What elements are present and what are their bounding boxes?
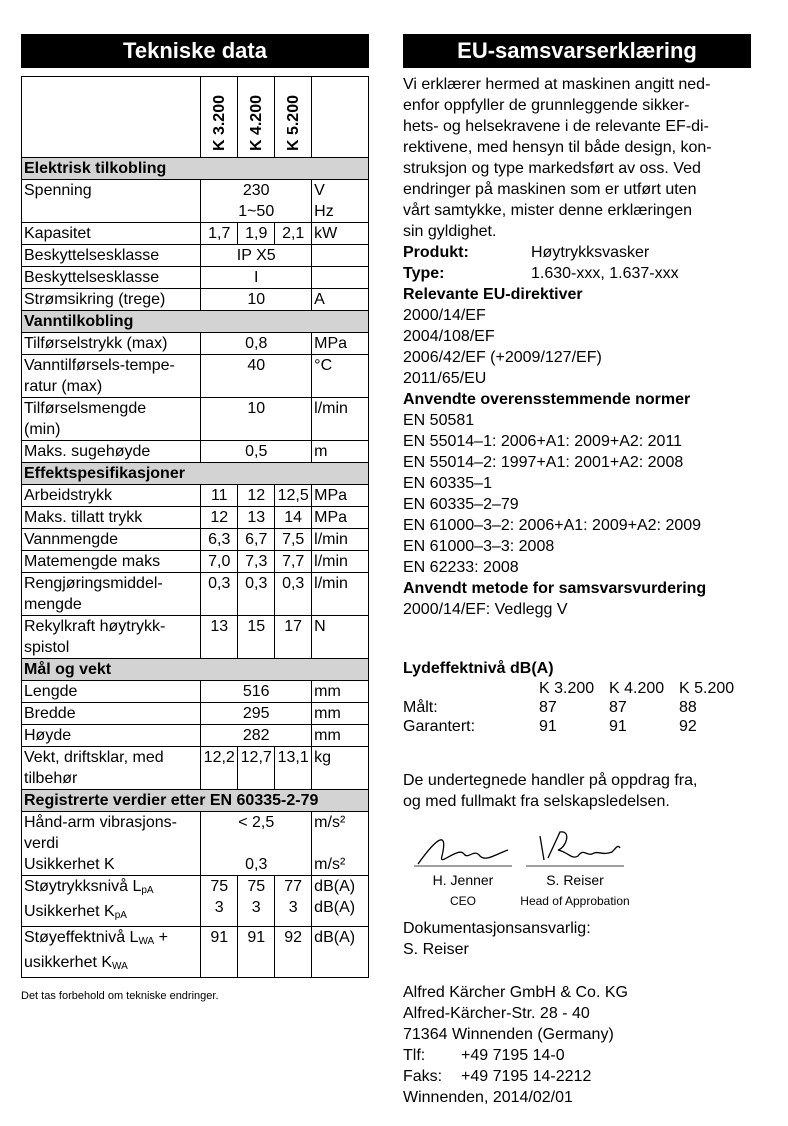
- directive-item: 2006/42/EF (+2009/127/EF): [403, 349, 602, 366]
- handwritten-signature-icon: [408, 826, 518, 870]
- table-row: Arbeidstrykk 11 12 12,5 MPa: [22, 485, 369, 507]
- table-row: Spenning 230 1~50 V Hz: [22, 180, 369, 223]
- eu-declaration-title: EU-samsvarserklæring: [403, 34, 751, 68]
- technical-data-table: [21, 76, 369, 978]
- model-header: K 3.200: [210, 94, 228, 151]
- model-header: K 5.200: [284, 94, 302, 151]
- norm-item: EN 61000–3–2: 2006+A1: 2009+A2: 2009: [403, 517, 702, 534]
- table-row: Tilførselstrykk (max) 0,8 MPa: [22, 333, 369, 355]
- table-row: Høyde 282 mm: [22, 725, 369, 747]
- norm-item: EN 50581: [403, 412, 475, 429]
- norm-item: EN 60335–2–79: [403, 496, 519, 513]
- table-row: Strømsikring (trege) 10 A: [22, 289, 369, 311]
- product-line: Produkt: Høytrykksvasker: [403, 244, 650, 261]
- norm-item: EN 62233: 2008: [403, 559, 519, 576]
- norm-item: EN 55014–2: 1997+A1: 2001+A2: 2008: [403, 454, 684, 471]
- table-row: Bredde 295 mm: [22, 703, 369, 725]
- directive-item: 2000/14/EF: [403, 307, 486, 324]
- table-row: Rengjøringsmiddel- mengde 0,3 0,3 0,3 l/min: [22, 573, 369, 616]
- section-row: Effektspesifikasjoner: [22, 463, 369, 485]
- model-header-row: [22, 77, 369, 158]
- method-heading: Anvendt metode for samsvarsvurdering: [403, 580, 707, 597]
- signature-reiser: S. Reiser Head of Approbation: [515, 826, 635, 912]
- technical-data-column: [21, 34, 369, 1002]
- place-date: Winnenden, 2014/02/01: [403, 1089, 573, 1106]
- company-address: Alfred Kärcher GmbH & Co. KG Alfred-Kärcher-Str. 28 - 40 71364 Winnenden (Germany) Tlf: +49 7195 14-0 Faks: +49 7195 14-2212 Winnenden, 2014/02/01: [403, 982, 751, 1108]
- table-row: Tilførselsmengde (min) 10 l/min: [22, 398, 369, 441]
- signature-block: [403, 826, 751, 908]
- table-row: Lengde 516 mm: [22, 681, 369, 703]
- table-row: Maks. tillatt trykk 12 13 14 MPa: [22, 507, 369, 529]
- directive-item: 2004/108/EF: [403, 328, 495, 345]
- norm-item: EN 55014–1: 2006+A1: 2009+A2: 2011: [403, 433, 683, 450]
- table-row: Kapasitet 1,7 1,9 2,1 kW: [22, 223, 369, 245]
- technical-data-title: Tekniske data: [21, 34, 369, 68]
- doc-responsible: Dokumentasjonsansvarlig: S. Reiser: [403, 920, 591, 958]
- noise-heading: Lydeffektnivå dB(A): [403, 660, 554, 677]
- mandate-text: De undertegnede handler på oppdrag fra, og med fullmakt fra selskapsledelsen.: [403, 772, 698, 810]
- table-row: Rekylkraft høytrykk- spistol 13 15 17 N: [22, 616, 369, 659]
- table-row: Matemengde maks 7,0 7,3 7,7 l/min: [22, 551, 369, 573]
- section-row: Mål og vekt: [22, 659, 369, 681]
- directive-item: 2011/65/EU: [403, 370, 487, 387]
- norm-item: EN 61000–3–3: 2008: [403, 538, 555, 555]
- table-row: Vekt, driftsklar, med tilbehør 12,2 12,7 13,1 kg: [22, 747, 369, 790]
- method-text: 2000/14/EF: Vedlegg V: [403, 601, 568, 618]
- eu-declaration-column: [403, 34, 751, 1108]
- section-row: Elektrisk tilkobling: [22, 158, 369, 180]
- section-row: Registrerte verdier etter EN 60335-2-79: [22, 790, 369, 812]
- noise-section: [403, 658, 751, 736]
- intro-text: Vi erklærer hermed at maskinen angitt ned- enfor oppfyller de grunnleggende sikker- hets- og helsekravene i de relevante EF-di- rektivene, med hensyn til både design, kon- struksjon og type markedsført av oss. Ved endringer på maskinen som er utført uten vårt samtykke, mister denne erklæringen sin gyldighet.: [403, 76, 712, 240]
- table-row: Hånd-arm vibrasjons- verdi Usikkerhet K < 2,5 0,3 m/s² m/s²: [22, 812, 369, 876]
- table-row: Vanntilførsels-tempe- ratur (max) 40 °C: [22, 355, 369, 398]
- noise-table: K 3.200 K 4.200 K 5.200 Målt: 87 87 88 Garantert: 91 91 92: [403, 680, 735, 735]
- table-row: Støytrykksnivå $L_{pA}$ Usikkerhet $K_{pA}$ 75 3 75 3 77 3 dB(A) dB(A): [22, 876, 369, 927]
- fax-line: Faks: +49 7195 14-2212: [403, 1068, 592, 1085]
- norm-item: EN 60335–1: [403, 475, 492, 492]
- signature-jenner: H. Jenner CEO: [403, 826, 523, 912]
- declaration-body: [403, 74, 751, 1108]
- handwritten-signature-icon: [520, 826, 630, 870]
- table-row: Vannmengde 6,3 6,7 7,5 l/min: [22, 529, 369, 551]
- directives-heading: Relevante EU-direktiver: [403, 286, 583, 303]
- table-row: Maks. sugehøyde 0,5 m: [22, 441, 369, 463]
- table-row: Støyeffektnivå $L_{WA}$ + usikkerhet $K_{WA}$ 91 91 92 dB(A): [22, 927, 369, 978]
- model-header: K 4.200: [247, 94, 265, 151]
- norms-heading: Anvendte overensstemmende normer: [403, 391, 691, 408]
- table-row: Beskyttelsesklasse I: [22, 267, 369, 289]
- type-line: Type: 1.630-xxx, 1.637-xxx: [403, 265, 679, 282]
- footnote: Det tas forbehold om tekniske endringer.: [21, 990, 219, 1002]
- section-row: Vanntilkobling: [22, 311, 369, 333]
- phone-line: Tlf: +49 7195 14-0: [403, 1047, 565, 1064]
- table-row: Beskyttelsesklasse IP X5: [22, 245, 369, 267]
